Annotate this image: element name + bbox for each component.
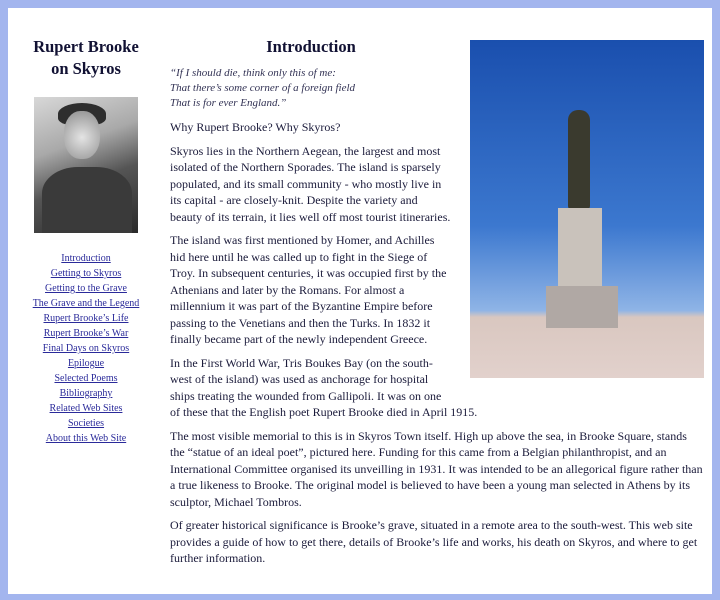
page-title: Introduction <box>266 37 356 56</box>
nav-bibliography[interactable]: Bibliography <box>59 388 113 399</box>
paragraph: Of greater historical significance is Brooke’s grave, situated in a remote area to the south-west. This web site provides a guide of how to get there, details of Brooke’s life and works, his death on Skyros, and where to get further information. <box>170 518 698 565</box>
nav-getting-to-skyros[interactable]: Getting to Skyros <box>50 268 122 279</box>
nav-selected-poems[interactable]: Selected Poems <box>54 373 118 384</box>
nav-life[interactable]: Rupert Brooke’s Life <box>43 313 129 324</box>
site-nav <box>20 251 152 446</box>
paragraph: The most visible memorial to this is in Skyros Town itself. High up above the sea, in Brooke Square, stands the “statue of an ideal poet”, pictured here. Funding for this came from a Belgian philanthropist, and an International Committee organised its unveilling in 1931. It was intended to be an allegorical figure rather than a true likeness to Brooke. The original model is believed to have been a young man selected in Athens by its sculptor, Michael Tombros. <box>170 428 703 509</box>
nav-grave-and-legend[interactable]: The Grave and the Legend <box>32 298 140 309</box>
paragraph: The island was first mentioned by Homer, and Achilles hid here until he was called up to fight in the Siege of Troy. In subsequent centuries, it was occupied first by the Athenians and later by the Romans. For almost a millennium it was part of the Byzantine Empire before passing to the Venetians and then the Turks. In 1832 it finally became part of the newly independent Greece. <box>170 233 447 346</box>
statue-photo <box>470 40 704 378</box>
paragraph: In the First World War, Tris Boukes Bay (on the south-west of the island) was used as anchorage for hospital ships treating the wounded from Gallipoli. It was on one of these that the English poet Rupert Brooke died in April 1915. <box>170 355 478 419</box>
wide-content <box>170 428 704 567</box>
quote-line: “If I should die, think only this of me: <box>170 67 336 79</box>
rupert-brooke-portrait <box>34 97 138 233</box>
quote-line: That is for ever England.” <box>170 97 287 109</box>
nav-related-sites[interactable]: Related Web Sites <box>49 403 123 414</box>
site-title-line: Rupert Brooke <box>33 37 139 56</box>
site-title <box>20 36 152 80</box>
main-content <box>170 8 704 594</box>
site-title-line: on Skyros <box>51 59 121 78</box>
quote-line: That there’s some corner of a foreign field <box>170 82 356 94</box>
nav-introduction[interactable]: Introduction <box>61 253 111 264</box>
page <box>8 8 712 594</box>
nav-war[interactable]: Rupert Brooke’s War <box>43 328 129 339</box>
nav-final-days[interactable]: Final Days on Skyros <box>42 343 130 354</box>
nav-about[interactable]: About this Web Site <box>45 433 127 444</box>
nav-getting-to-the-grave[interactable]: Getting to the Grave <box>45 283 127 294</box>
nav-epilogue[interactable]: Epilogue <box>67 358 105 369</box>
intro-question: Why Rupert Brooke? Why Skyros? <box>170 120 341 134</box>
paragraph: Skyros lies in the Northern Aegean, the largest and most isolated of the Northern Sporades. The island is sparsely populated, and its small community - who mostly live in its capital - are closely-knit. Despite the variety and beauty of its terrain, it lies well off most tourist itineraries. <box>170 143 451 224</box>
sidebar <box>20 36 152 446</box>
nav-societies[interactable]: Societies <box>67 418 105 429</box>
